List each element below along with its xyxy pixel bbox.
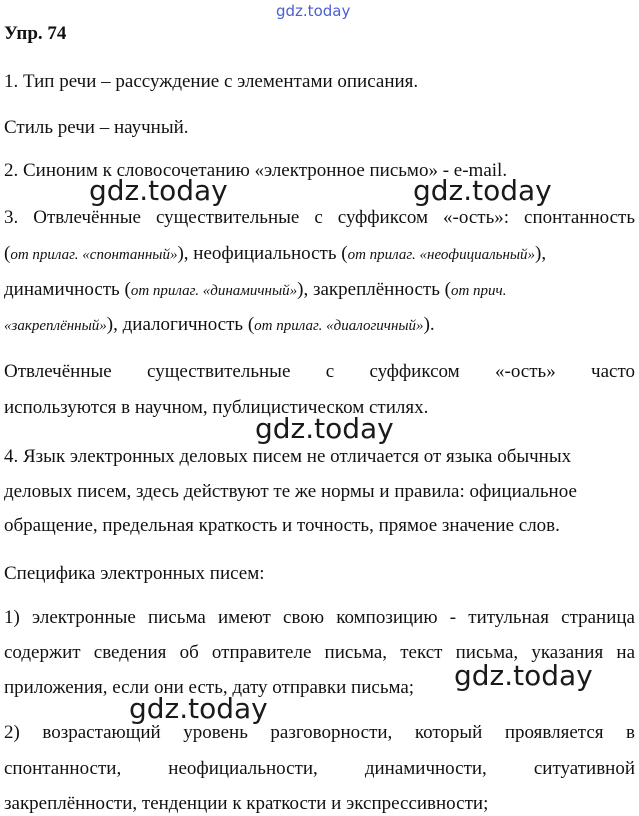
text-line-16: приложения, если они есть, дату отправки письма; [4, 677, 415, 698]
text-line-13: Специфика электронных писем: [4, 563, 265, 584]
text-line-2: Стиль речи – научный. [4, 117, 189, 138]
text-line-6: динамичность (от прилаг. «динамичный»), закреплённость (от прич. [4, 279, 507, 300]
watermark-1: gdz.today [89, 174, 228, 207]
text-line-5: (от прилаг. «спонтанный»), неофициальность (от прилаг. «неофициальный»), [4, 243, 547, 264]
text-line-14: 1) электронные письма имеют свою композицию - титульная страница [4, 607, 635, 628]
watermark-4: gdz.today [454, 659, 593, 692]
text-line-15: содержит сведения об отправителе письма, текст письма, указания на [4, 642, 635, 663]
text-line-3: 2. Синоним к словосочетанию «электронное письмо» - e-mail. [4, 160, 508, 181]
text-line-10: 4. Язык электронных деловых писем не отличается от языка обычных [4, 446, 572, 467]
header-watermark: gdz.today [276, 2, 351, 20]
text-line-1: 1. Тип речи – рассуждение с элементами описания. [4, 71, 419, 92]
text-line-7: «закреплённый»), диалогичность (от прилаг. «диалогичный»). [4, 314, 435, 335]
exercise-title: Упр. 74 [4, 23, 67, 44]
text-line-9: используются в научном, публицистическом стилях. [4, 397, 429, 418]
watermark-2: gdz.today [413, 174, 552, 207]
text-line-17: 2) возрастающий уровень разговорности, который проявляется в [4, 722, 635, 743]
text-line-8: Отвлечённые существительные с суффиксом «-ость» часто [4, 361, 635, 382]
text-line-4: 3. Отвлечённые существительные с суффиксом «-ость»: спонтанность [4, 207, 635, 228]
watermark-3: gdz.today [255, 412, 394, 445]
text-line-11: деловых писем, здесь действуют те же нормы и правила: официальное [4, 481, 577, 502]
text-line-18: спонтанности, неофициальности, динамичности, ситуативной [4, 758, 635, 779]
text-line-12: обращение, предельная краткость и точность, прямое значение слов. [4, 515, 560, 536]
watermark-5: gdz.today [129, 692, 268, 725]
text-line-19: закреплённости, тенденции к краткости и экспрессивности; [4, 793, 489, 814]
